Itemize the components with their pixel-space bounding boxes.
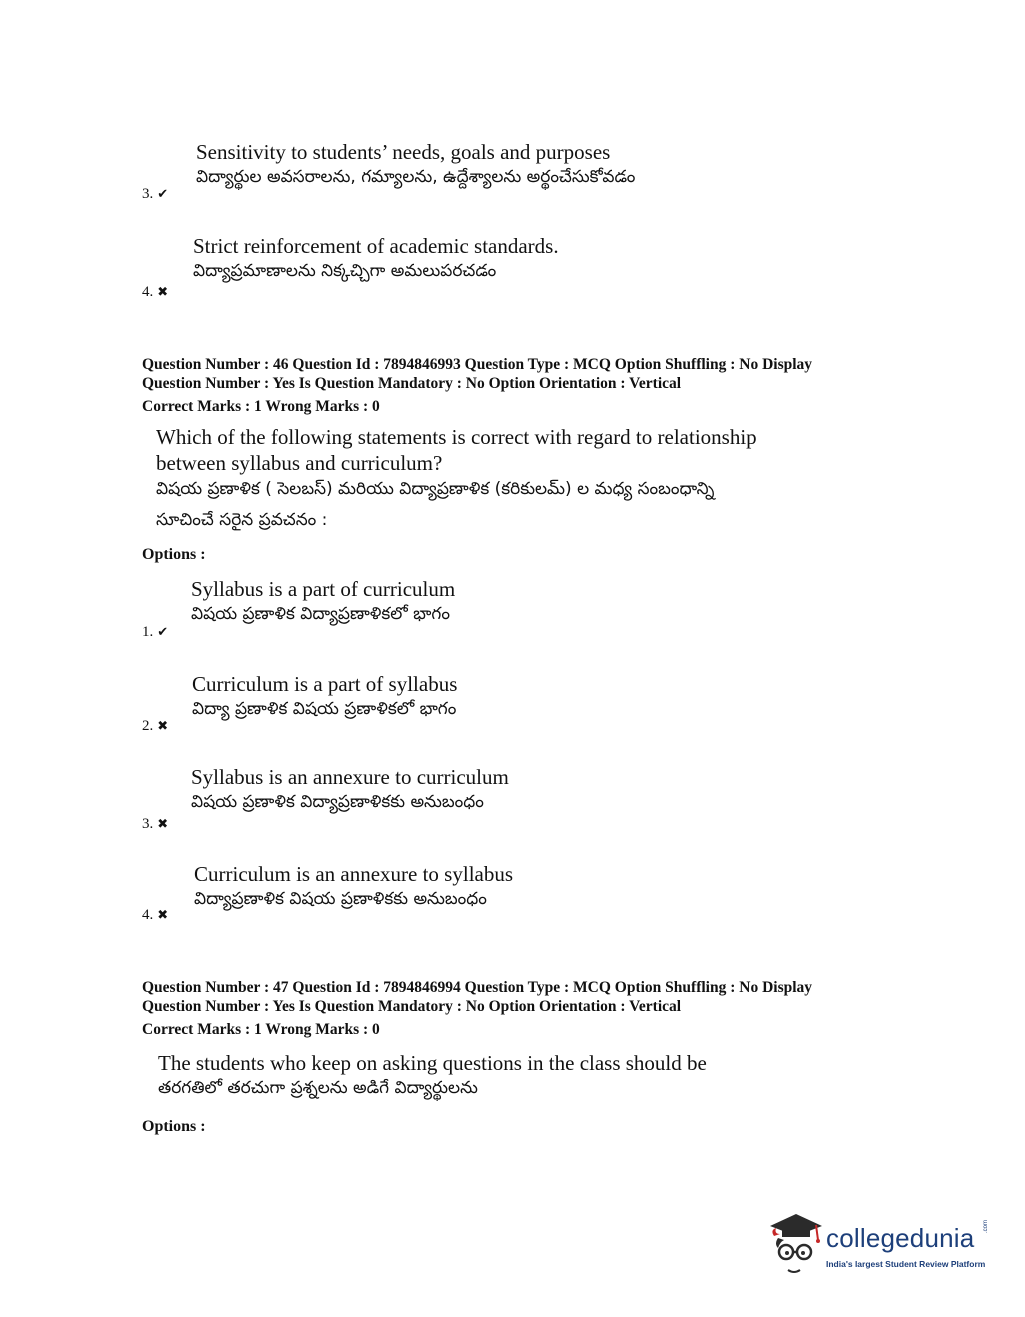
q46-meta-line-2: Question Number : Yes Is Question Mandatory : No Option Orientation : Vertical bbox=[142, 375, 682, 392]
q46-option-1-number bbox=[142, 624, 168, 641]
logo-dotcom: .com bbox=[983, 1219, 989, 1233]
option-number: 3. bbox=[142, 816, 154, 832]
q46-option-3-number bbox=[142, 816, 168, 833]
q47-options-label: Options : bbox=[142, 1118, 206, 1135]
q46-option-2-english: Curriculum is a part of syllabus bbox=[192, 672, 458, 696]
prev-option-4-english: Strict reinforcement of academic standards. bbox=[193, 234, 559, 258]
prev-option-4-number bbox=[142, 284, 168, 301]
q46-option-2-number bbox=[142, 718, 168, 735]
logo-wordmark: collegedunia bbox=[826, 1223, 975, 1253]
q46-option-1-english: Syllabus is a part of curriculum bbox=[191, 577, 456, 601]
q46-question-telugu-line-2: సూచించే సరైన ప్రవచనం : bbox=[156, 510, 328, 530]
check-icon: ✔ bbox=[157, 625, 169, 640]
q46-option-4-telugu: విద్యాప్రణాళిక విషయ ప్రణాళికకు అనుబంధం bbox=[194, 889, 487, 909]
option-number: 1. bbox=[142, 624, 154, 640]
cross-icon: ✖ bbox=[157, 285, 169, 300]
mascot-icon bbox=[766, 1208, 824, 1280]
q46-option-1-telugu: విషయ ప్రణాళిక విద్యాప్రణాళికలో భాగం bbox=[191, 604, 450, 624]
q46-option-2-telugu: విద్యా ప్రణాళిక విషయ ప్రణాళికలో భాగం bbox=[192, 699, 457, 719]
prev-option-3-english: Sensitivity to students’ needs, goals and purposes bbox=[196, 140, 611, 164]
cross-icon: ✖ bbox=[157, 908, 169, 923]
logo-tagline: India's largest Student Review Platform bbox=[826, 1259, 986, 1269]
q46-option-4-number bbox=[142, 907, 168, 924]
q46-meta-line-3: Correct Marks : 1 Wrong Marks : 0 bbox=[142, 398, 380, 415]
q47-question-english: The students who keep on asking questions in the class should be bbox=[158, 1051, 707, 1075]
option-number: 2. bbox=[142, 718, 154, 734]
check-icon: ✔ bbox=[157, 187, 169, 202]
prev-option-3-telugu: విద్యార్థుల అవసరాలను, గమ్యాలను, ఉద్దేశ్యాలను అర్థంచేసుకోవడం bbox=[196, 167, 636, 187]
q46-option-3-english: Syllabus is an annexure to curriculum bbox=[191, 765, 509, 789]
option-number: 4. bbox=[142, 284, 154, 300]
option-number: 4. bbox=[142, 907, 154, 923]
q47-meta-line-2: Question Number : Yes Is Question Mandatory : No Option Orientation : Vertical bbox=[142, 998, 682, 1015]
collegedunia-logo[interactable] bbox=[766, 1208, 996, 1280]
cross-icon: ✖ bbox=[157, 719, 169, 734]
prev-option-3-number bbox=[142, 186, 168, 203]
q46-meta-line-1: Question Number : 46 Question Id : 7894846993 Question Type : MCQ Option Shuffling : No Display bbox=[142, 356, 813, 373]
q47-meta-line-3: Correct Marks : 1 Wrong Marks : 0 bbox=[142, 1021, 380, 1038]
q46-question-english-line-1: Which of the following statements is correct with regard to relationship bbox=[156, 425, 757, 449]
option-number: 3. bbox=[142, 186, 154, 202]
q46-options-label: Options : bbox=[142, 546, 206, 563]
q46-option-4-english: Curriculum is an annexure to syllabus bbox=[194, 862, 514, 886]
q47-question-telugu: తరగతిలో తరచుగా ప్రశ్నలను అడిగే విద్యార్థులను bbox=[158, 1078, 478, 1098]
q46-option-3-telugu: విషయ ప్రణాళిక విద్యాప్రణాళికకు అనుబంధం bbox=[191, 792, 484, 812]
q46-question-english-line-2: between syllabus and curriculum? bbox=[156, 451, 443, 475]
prev-option-4-telugu: విద్యాప్రమాణాలను నిక్కచ్చిగా అమలుపరచడం bbox=[193, 261, 497, 281]
cross-icon: ✖ bbox=[157, 817, 169, 832]
q46-question-telugu-line-1: విషయ ప్రణాళిక ( సెలబస్) మరియు విద్యాప్రణాళిక (కరికులమ్) ల మధ్య సంబంధాన్ని bbox=[156, 479, 715, 499]
q47-meta-line-1: Question Number : 47 Question Id : 7894846994 Question Type : MCQ Option Shuffling : No Display bbox=[142, 979, 813, 996]
